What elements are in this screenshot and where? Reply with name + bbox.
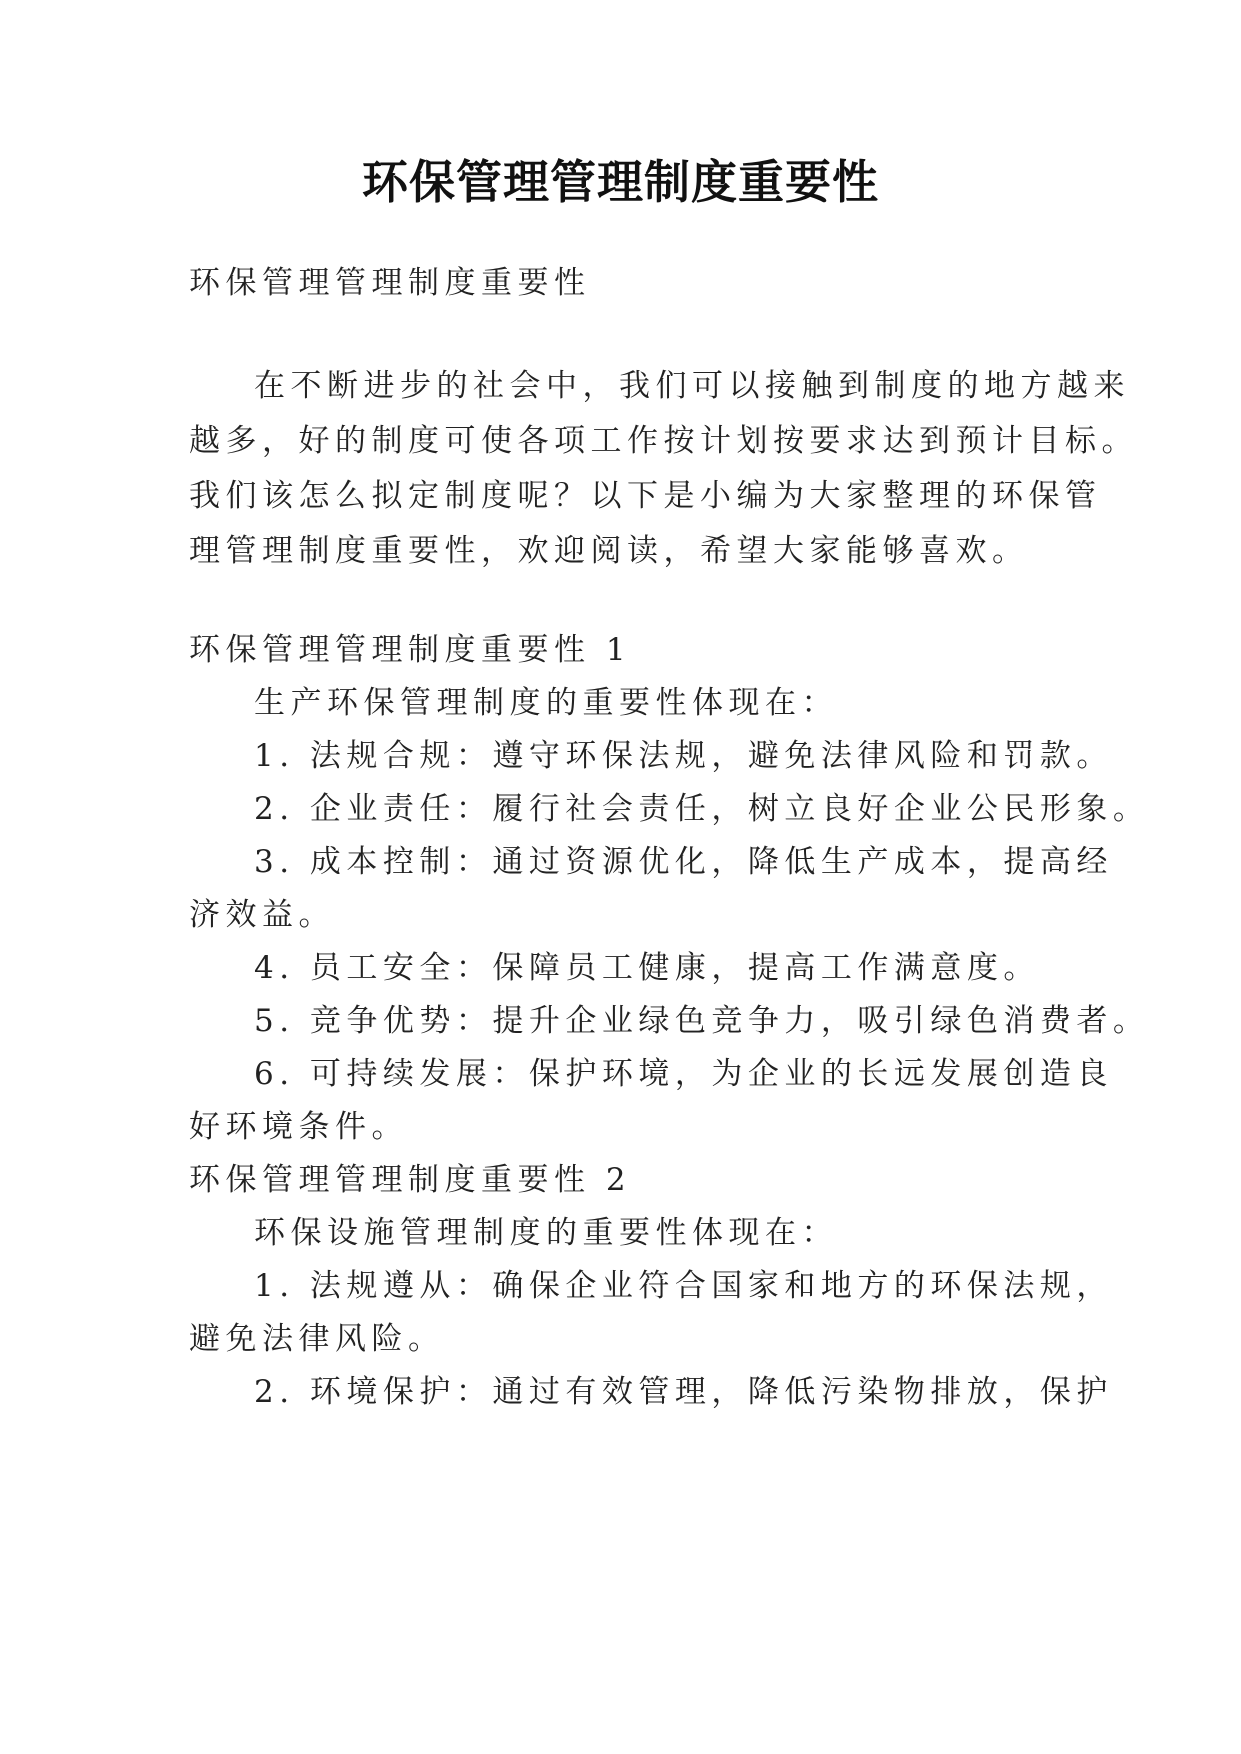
document-title: 环保管理管理制度重要性 (362, 155, 879, 209)
list-item: 1. 法规合规：遵守环保法规，避免法律风险和罚款。 (254, 738, 1113, 774)
list-item: 2. 企业责任：履行社会责任，树立良好企业公民形象。 (254, 791, 1150, 827)
section-heading: 环保管理管理制度重要性 2 (189, 1162, 632, 1198)
intro-line: 在不断进步的社会中，我们可以接触到制度的地方越来 (254, 368, 1130, 404)
list-item-continuation: 济效益。 (189, 897, 335, 933)
subtitle: 环保管理管理制度重要性 (189, 265, 591, 301)
intro-line: 理管理制度重要性，欢迎阅读，希望大家能够喜欢。 (189, 533, 1029, 569)
list-item: 3. 成本控制：通过资源优化，降低生产成本，提高经 (254, 844, 1113, 880)
intro-line: 我们该怎么拟定制度呢？以下是小编为大家整理的环保管 (189, 478, 1102, 514)
list-item-continuation: 避免法律风险。 (189, 1321, 445, 1357)
list-item-continuation: 好环境条件。 (189, 1109, 408, 1145)
list-item: 5. 竞争优势：提升企业绿色竞争力，吸引绿色消费者。 (254, 1003, 1150, 1039)
list-item: 2. 环境保护：通过有效管理，降低污染物排放，保护 (254, 1374, 1113, 1410)
list-item: 6. 可持续发展：保护环境，为企业的长远发展创造良 (254, 1056, 1113, 1092)
section-lead: 环保设施管理制度的重要性体现在： (254, 1215, 838, 1251)
list-item: 1. 法规遵从：确保企业符合国家和地方的环保法规， (254, 1268, 1113, 1304)
intro-line: 越多，好的制度可使各项工作按计划按要求达到预计目标。 (189, 423, 1138, 459)
section-lead: 生产环保管理制度的重要性体现在： (254, 685, 838, 721)
section-heading: 环保管理管理制度重要性 1 (189, 632, 632, 668)
list-item: 4. 员工安全：保障员工健康，提高工作满意度。 (254, 950, 1040, 986)
